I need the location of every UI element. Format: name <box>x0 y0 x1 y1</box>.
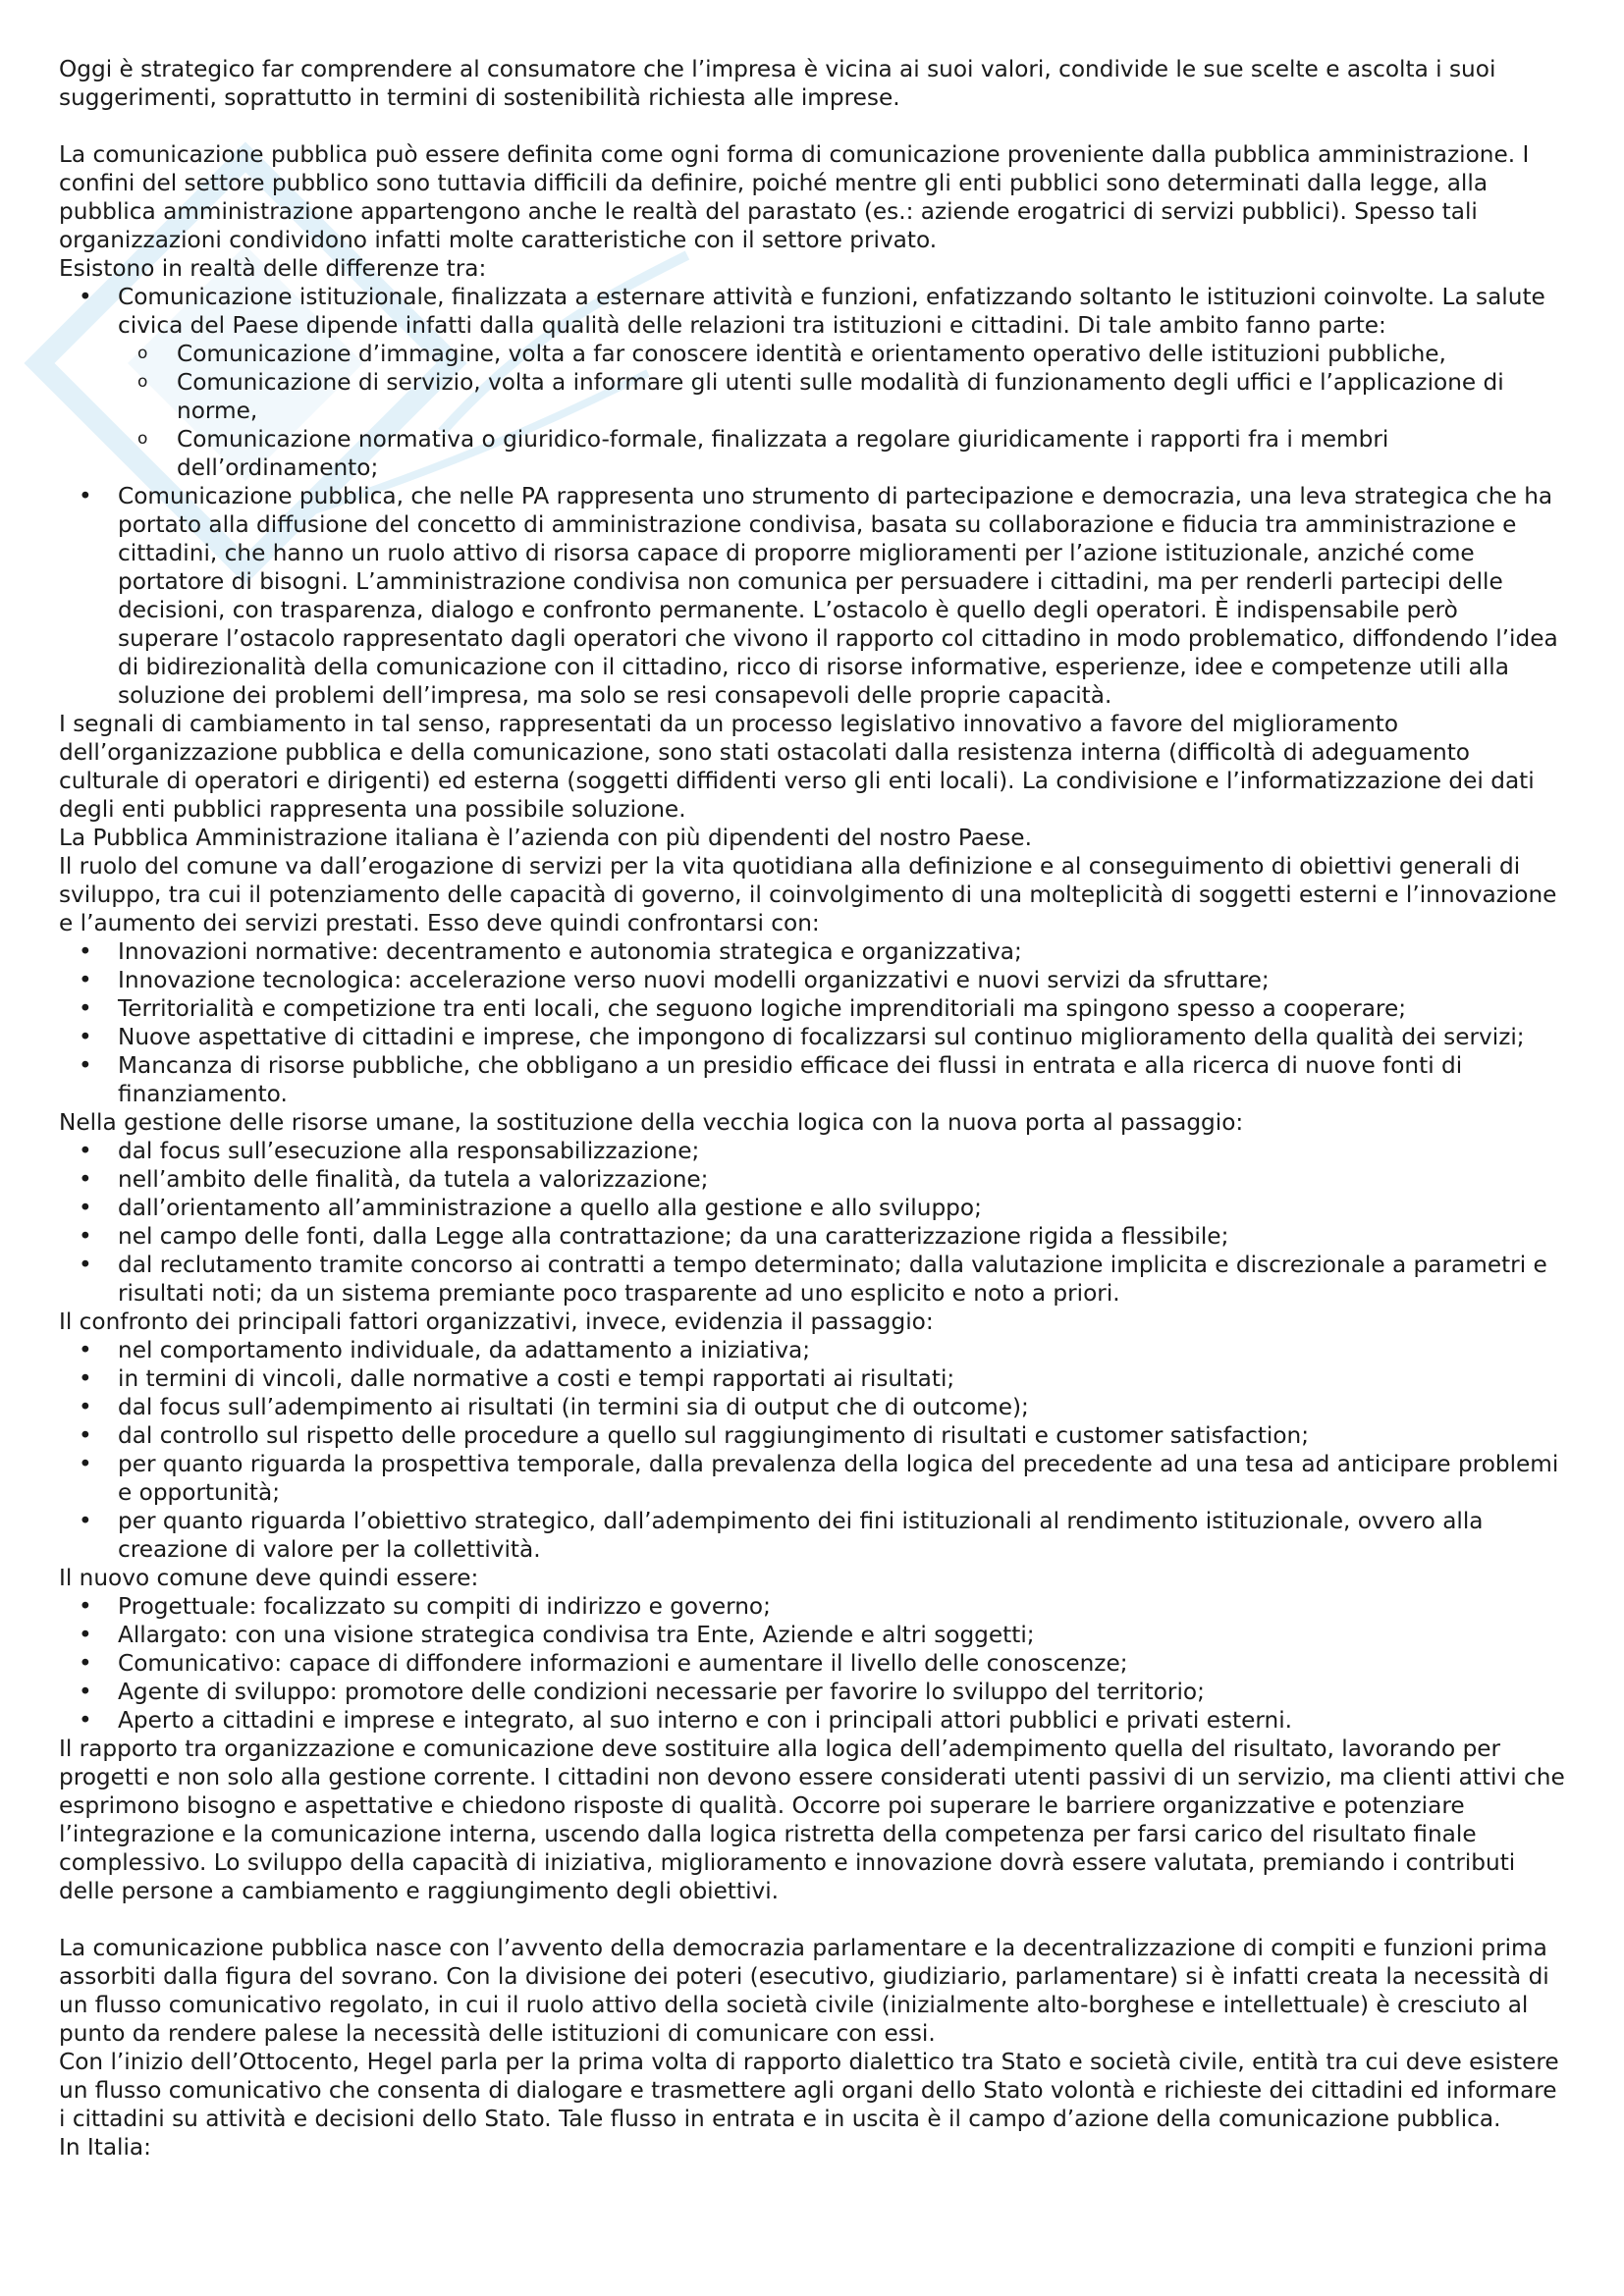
list-item: • Allargato: con una visione strategica condivisa tra Ente, Aziende e altri soggetti; <box>59 1621 1565 1649</box>
paragraph-new-comune: Il nuovo comune deve quindi essere: <box>59 1565 479 1591</box>
sub-list-item: o Comunicazione d’immagine, volta a far conoscere identità e orientamento operativo delle istituzioni pubbliche, <box>118 340 1565 368</box>
list-item: • Nuove aspettative di cittadini e imprese, che impongono di focalizzarsi sul continuo miglioramento della qualità dei servizi; <box>59 1023 1565 1051</box>
list-item: • Comunicazione pubblica, che nelle PA rappresenta uno strumento di partecipazione e democrazia, una leva strategica che ha portato alla diffusione del concetto di amministrazione condivisa, basata su collaborazione e fiducia tra amministrazione e cittadini, che hanno un ruolo attivo di risorsa capace di proporre miglioramenti per l’azione istituzionale, anziché come portatore di bisogni. L’amministrazione condivisa non comunica per persuadere i cittadini, ma per renderli partecipi delle decisioni, con trasparenza, dialogo e confronto permanente. L’ostacolo è quello degli operatori. È indispensabile però superare l’ostacolo rappresentato dagli operatori che vivono il rapporto col cittadino in modo problematico, diffondendo l’idea di bidirezionalità della comunicazione con il cittadino, ricco di risorse informative, esperienze, idee e competenze utili alla soluzione dei problemi dell’impresa, ma solo se resi consapevoli delle proprie capacità. <box>59 482 1565 710</box>
paragraph-org-communication: Il rapporto tra organizzazione e comunicazione deve sostituire alla logica dell’adempimento quella del risultato, lavorando per progetti e non solo alla gestione corrente. I cittadini non devono essere considerati utenti passivi di un servizio, ma clienti attivi che esprimono bisogno e aspettative e chiedono risposte di qualità. Occorre poi superare le barriere organizzative e potenziare l’integrazione e la comunicazione interna, uscendo dalla logica ristretta della competenza per farsi carico del risultato finale complessivo. Lo sviluppo della capacità di iniziativa, miglioramento e innovazione dovrà essere valutata, premiando i contributi delle persone a cambiamento e raggiungimento degli obiettivi. <box>59 1735 1565 1904</box>
list-item: • per quanto riguarda la prospettiva temporale, dalla prevalenza della logica del precedente ad una tesa ad anticipare problemi e opportunità; <box>59 1450 1565 1507</box>
paragraph-definition: La comunicazione pubblica può essere definita come ogni forma di comunicazione proveniente dalla pubblica amministrazione. I confini del settore pubblico sono tuttavia difficili da definire, poiché mentre gli enti pubblici sono determinati dalla legge, alla pubblica amministrazione appartengono anche le realtà del parastato (es.: aziende erogatrici di servizi pubblici). Spesso tali organizzazioni condividono infatti molte caratteristiche con il settore privato. <box>59 141 1530 253</box>
list-new-comune <box>59 1592 1565 1735</box>
paragraph-org-factors: Il confronto dei principali fattori organizzativi, invece, evidenzia il passaggio: <box>59 1308 934 1335</box>
list-item: • Aperto a cittadini e imprese e integrato, al suo interno e con i principali attori pubblici e privati esterni. <box>59 1706 1565 1735</box>
sublist-institutional <box>59 340 1565 482</box>
paragraph-signals: I segnali di cambiamento in tal senso, rappresentati da un processo legislativo innovativo a favore del miglioramento dell’organizzazione pubblica e della comunicazione, sono stati ostacolati dalla resistenza interna (difficoltà di adeguamento culturale di operatori e dirigenti) ed esterna (soggetti diffidenti verso gli enti locali). La condivisione e l’informatizzazione dei dati degli enti pubblici rappresenta una possibile soluzione. <box>59 711 1535 823</box>
list-item: • in termini di vincoli, dalle normative a costi e tempi rapportati ai risultati; <box>59 1364 1565 1393</box>
list-item <box>59 283 1565 482</box>
paragraph-origins: La comunicazione pubblica nasce con l’avvento della democrazia parlamentare e la decentralizzazione di compiti e funzioni prima assorbiti dalla figura del sovrano. Con la divisione dei poteri (esecutivo, giudiziario, parlamentare) si è infatti creata la necessità di un flusso comunicativo regolato, in cui il ruolo attivo della società civile (inizialmente alto-borghese e intellettuale) è cresciuto al punto da rendere palese la necessità delle istituzioni di comunicare con essi. <box>59 1935 1549 2047</box>
list-item: • dal controllo sul rispetto delle procedure a quello sul raggiungimento di risultati e customer satisfaction; <box>59 1421 1565 1450</box>
list-communication-types <box>59 283 1565 710</box>
list-item: • dall’orientamento all’amministrazione a quello alla gestione e allo sviluppo; <box>59 1194 1565 1222</box>
list-item: • Progettuale: focalizzato su compiti di indirizzo e governo; <box>59 1592 1565 1621</box>
list-hr-transitions <box>59 1137 1565 1308</box>
list-item: • Mancanza di risorse pubbliche, che obbligano a un presidio efficace dei flussi in entrata e alla ricerca di nuove fonti di finanziamento. <box>59 1051 1565 1108</box>
list-item: • Comunicativo: capace di diffondere informazioni e aumentare il livello delle conoscenze; <box>59 1649 1565 1678</box>
paragraph-hegel: Con l’inizio dell’Ottocento, Hegel parla per la prima volta di rapporto dialettico tra Stato e società civile, entità tra cui deve esistere un flusso comunicativo che consenta di dialogare e trasmettere agli organi dello Stato volontà e richieste dei cittadini ed informare i cittadini su attività e decisioni dello Stato. Tale flusso in entrata e in uscita è il campo d’azione della comunicazione pubblica. <box>59 2049 1559 2132</box>
list-challenges <box>59 937 1565 1108</box>
list-item: • dal focus sull’esecuzione alla responsabilizzazione; <box>59 1137 1565 1165</box>
list-item: • Innovazioni normative: decentramento e autonomia strategica e organizzativa; <box>59 937 1565 966</box>
list-item: • Territorialità e competizione tra enti locali, che seguono logiche imprenditoriali ma spingono spesso a cooperare; <box>59 994 1565 1023</box>
list-item: • dal focus sull’adempimento ai risultati (in termini sia di output che di outcome); <box>59 1393 1565 1421</box>
paragraph-differences: Esistono in realtà delle differenze tra: <box>59 255 487 282</box>
paragraph-pa: La Pubblica Amministrazione italiana è l’azienda con più dipendenti del nostro Paese. <box>59 825 1032 851</box>
paragraph-italy: In Italia: <box>59 2134 151 2161</box>
paragraph-hr: Nella gestione delle risorse umane, la sostituzione della vecchia logica con la nuova porta al passaggio: <box>59 1109 1244 1136</box>
sub-list-item: o Comunicazione normativa o giuridico-formale, finalizzata a regolare giuridicamente i rapporti fra i membri dell’ordinamento; <box>118 425 1565 482</box>
sub-list-item: o Comunicazione di servizio, volta a informare gli utenti sulle modalità di funzionamento degli uffici e l’applicazione di norme, <box>118 368 1565 425</box>
list-item: • Agente di sviluppo: promotore delle condizioni necessarie per favorire lo sviluppo del territorio; <box>59 1678 1565 1706</box>
list-item-text: Comunicazione istituzionale, finalizzata a esternare attività e funzioni, enfatizzando soltanto le istituzioni coinvolte. La salute civica del Paese dipende infatti dalla qualità delle relazioni tra istituzioni e cittadini. Di tale ambito fanno parte: <box>118 284 1545 339</box>
document-page <box>59 55 1565 2162</box>
list-item: • Innovazione tecnologica: accelerazione verso nuovi modelli organizzativi e nuovi servizi da sfruttare; <box>59 966 1565 994</box>
list-item: • nel comportamento individuale, da adattamento a iniziativa; <box>59 1336 1565 1364</box>
list-item: • nel campo delle fonti, dalla Legge alla contrattazione; da una caratterizzazione rigida a flessibile; <box>59 1222 1565 1251</box>
list-item: • per quanto riguarda l’obiettivo strategico, dall’adempimento dei fini istituzionali al rendimento istituzionale, ovvero alla creazione di valore per la collettività. <box>59 1507 1565 1564</box>
list-item: • dal reclutamento tramite concorso ai contratti a tempo determinato; dalla valutazione implicita e discrezionale a parametri e risultati noti; da un sistema premiante poco trasparente ad uno esplicito e noto a priori. <box>59 1251 1565 1308</box>
paragraph-intro: Oggi è strategico far comprendere al consumatore che l’impresa è vicina ai suoi valori, condivide le sue scelte e ascolta i suoi suggerimenti, soprattutto in termini di sostenibilità richiesta alle imprese. <box>59 56 1496 111</box>
paragraph-comune-role: Il ruolo del comune va dall’erogazione di servizi per la vita quotidiana alla definizione e al conseguimento di obiettivi generali di sviluppo, tra cui il potenziamento delle capacità di governo, il coinvolgimento di una molteplicità di soggetti esterni e l’innovazione e l’aumento dei servizi prestati. Esso deve quindi confrontarsi con: <box>59 853 1557 936</box>
list-org-transitions <box>59 1336 1565 1564</box>
list-item: • nell’ambito delle finalità, da tutela a valorizzazione; <box>59 1165 1565 1194</box>
